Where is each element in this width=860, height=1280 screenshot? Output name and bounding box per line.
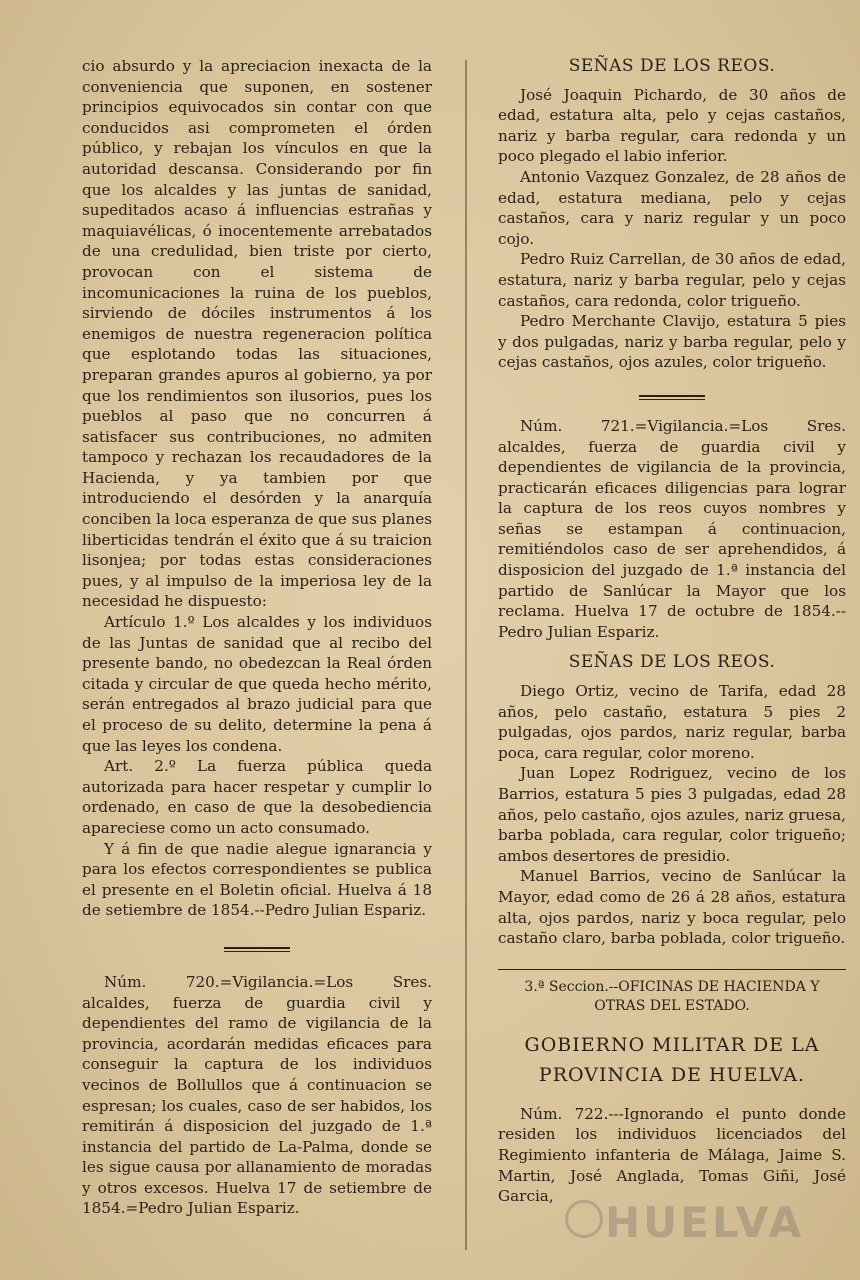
heading-senas-1: SEÑAS DE LOS REOS. (568, 56, 776, 76)
paragraph-considerations: cio absurdo y la apreciacion inexacta de la conveniencia que suponen, en sostener principios equivocados sin contar con que conducidos asi comprometen el órden público, y rebajan los vínculos en que la autoridad descansa. Considerando por fin que los alcaldes y las juntas de sanidad, supeditados acaso á influencias estrañas y maquiavélicas, ó inocentemente arrebatados de una credulidad, bien triste por cierto, provocan con el sistema de incomunicaciones la ruina de los pueblos, sirviendo de dóciles instrumentos á los enemigos de nuestra regeneracion política que esplotando todas las situaciones, preparan grandes apuros al gobierno, ya por que los rendimientos son ilusorios, pues los pueblos al paso que no concurren á satisfacer sus contribuciones, no admiten tampoco y rechazan los recaudadores de la Hacienda, y ya tambien por que introduciendo el desórden y la anarquía conciben la loca esperanza de que sus planes liberticidas tendrán el éxito que á su traicion lisonjea; por todas estas consideraciones pues, y al impulso de la imperiosa ley de la necesidad he dispuesto: (82, 57, 432, 611)
reo-entry: Diego Ortiz, vecino de Tarifa, edad 28 años, pelo castaño, estatura 5 pies 2 pulgadas, ojos pardos, nariz regular, barba poca, cara regular, color moreno. (498, 682, 846, 762)
right-column (498, 56, 846, 1207)
heading-senas-2: SEÑAS DE LOS REOS. (568, 652, 776, 673)
gov-title: GOBIERNO MILITAR DE LA PROVINCIA DE HUELVA. (524, 1033, 820, 1086)
reo-entry: Antonio Vazquez Gonzalez, de 28 años de edad, estatura mediana, pelo y cejas castaños, cara y nariz regular y un poco cojo. (498, 167, 846, 248)
watermark: HUELVA (605, 1198, 805, 1247)
column-divider (465, 60, 467, 1250)
article-2: Art. 2.º La fuerza pública queda autorizada para hacer respetar y cumplir lo ordenado, en caso de que la desobediencia apareciese como un acto consumado. (82, 757, 432, 837)
notice-722: Núm. 722.---Ignorando el punto donde residen los individuos licenciados del Regimiento infanteria de Málaga, Jaime S. Martin, José Anglada, Tomas Giñi, José Garcia, (498, 1104, 846, 1206)
closing-signature: Y á fin de que nadie alegue ignarancia y para los efectos correspondientes se publica el presente en el Boletin oficial. Huelva á 18 de setiembre de 1854.--Pedro Julian Espariz. (82, 839, 432, 920)
article-1: Artículo 1.º Los alcaldes y los individuos de las Juntas de sanidad que al recibo del presente bando, no obedezcan la Real órden citada y circular de que queda hecho mérito, serán entregados al brazo judicial para que el proceso de su delito, determine la pena á que las leyes los condena. (82, 613, 432, 755)
reo-entry: José Joaquin Pichardo, de 30 años de edad, estatura alta, pelo y cejas castaños, nariz y barba regular, cara redonda y un poco plegado el labio inferior. (498, 85, 846, 166)
reo-entry: Pedro Merchante Clavijo, estatura 5 pies y dos pulgadas, nariz y barba regular, pelo y cejas castaños, ojos azules, color trigueño. (498, 312, 846, 372)
watermark-seal-icon (565, 1200, 603, 1238)
reo-entry: Pedro Ruiz Carrellan, de 30 años de edad, estatura, nariz y barba regular, pelo y cejas castaños, cara redonda, color trigueño. (498, 250, 846, 310)
reo-entry: Juan Lopez Rodriguez, vecino de los Barrios, estatura 5 pies 3 pulgadas, edad 28 años, pelo castaño, ojos azules, nariz gruesa, barba poblada, cara regular, color trigueño; ambos desertores de presidio. (498, 764, 846, 865)
notice-720: Núm. 720.=Vigilancia.=Los Sres. alcaldes, fuerza de guardia civil y dependientes del ramo de vigilancia de la provincia, acordarán medidas eficaces para conseguir la captura de los individuos vecinos de Bollullos que á continuacion se espresan; los cuales, caso de ser habidos, los remitirán á disposicion del juzgado de 1.ª instancia del partido de La-Palma, donde se les sigue causa por allanamiento de moradas y otros excesos. Huelva 17 de setiembre de 1854.=Pedro Julian Espariz. (82, 972, 432, 1218)
notice-721: Núm. 721.=Vigilancia.=Los Sres. alcaldes, fuerza de guardia civil y dependientes de vigilancia de la provincia, practicarán eficaces diligencias para lograr la captura de los reos cuyos nombres y señas se estampan á continuacion, remitiéndolos caso de ser aprehendidos, á disposicion del juzgado de 1.ª instancia del partido de Sanlúcar la Mayor que los reclama. Huelva 17 de octubre de 1854.--Pedro Julian Espariz. (498, 416, 846, 641)
reo-entry: Manuel Barrios, vecino de Sanlúcar la Mayor, edad como de 26 á 28 años, estatura alta, ojos pardos, nariz y boca regular, pelo castaño claro, barba poblada, color trigueño. (498, 867, 846, 948)
left-column (82, 56, 432, 1219)
section-label: 3.ª Seccion.--OFICINAS DE HACIENDA Y OTRAS DEL ESTADO. (524, 978, 820, 1014)
